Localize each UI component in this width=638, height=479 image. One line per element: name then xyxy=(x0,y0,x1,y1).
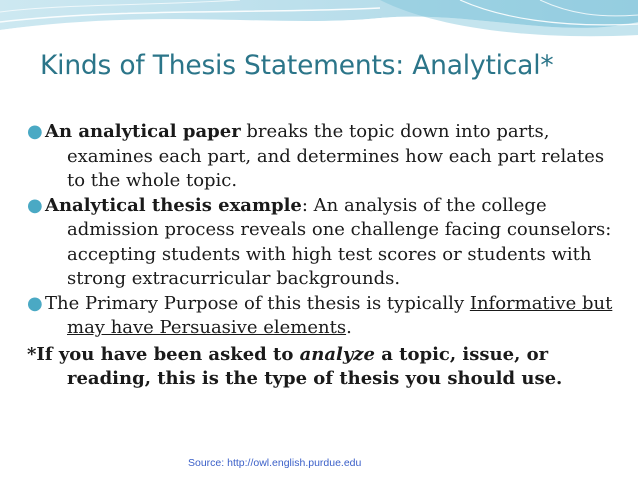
footnote-emphasis: analyze xyxy=(299,343,375,365)
bullet-analytical-example xyxy=(27,194,617,292)
slide-title: Kinds of Thesis Statements: Analytical* xyxy=(40,50,554,81)
slide-body xyxy=(27,120,617,392)
bullet-icon: ● xyxy=(27,194,43,216)
bullet-icon: ● xyxy=(27,292,43,314)
bullet-primary-purpose xyxy=(27,292,617,341)
bullet-text: breaks the topic down into parts, examines each part, and determines how each part relates to the whole topic. xyxy=(67,121,605,191)
footnote-suffix: a topic, issue, or reading, this is the type of thesis you should use. xyxy=(67,343,563,389)
bullet-text: : An analysis of the college admission process reveals one challenge facing counselors: accepting students with high test scores or students with strong extracurricular backgrounds. xyxy=(67,194,612,289)
bullet-period: . xyxy=(346,317,352,338)
bullet-term: An analytical paper xyxy=(45,121,241,142)
bullet-term: Analytical thesis example xyxy=(45,194,302,216)
footnote xyxy=(27,343,617,392)
footnote-prefix: *If you have been asked to xyxy=(27,343,300,365)
bullet-icon: ● xyxy=(27,121,43,142)
bullet-analytical-paper xyxy=(27,120,617,194)
source-citation: Source: http://owl.english.purdue.edu xyxy=(188,457,362,469)
bullet-text: The Primary Purpose of this thesis is typically xyxy=(45,292,470,314)
underlined-text: Informative but may have Persuasive elements xyxy=(67,292,613,338)
